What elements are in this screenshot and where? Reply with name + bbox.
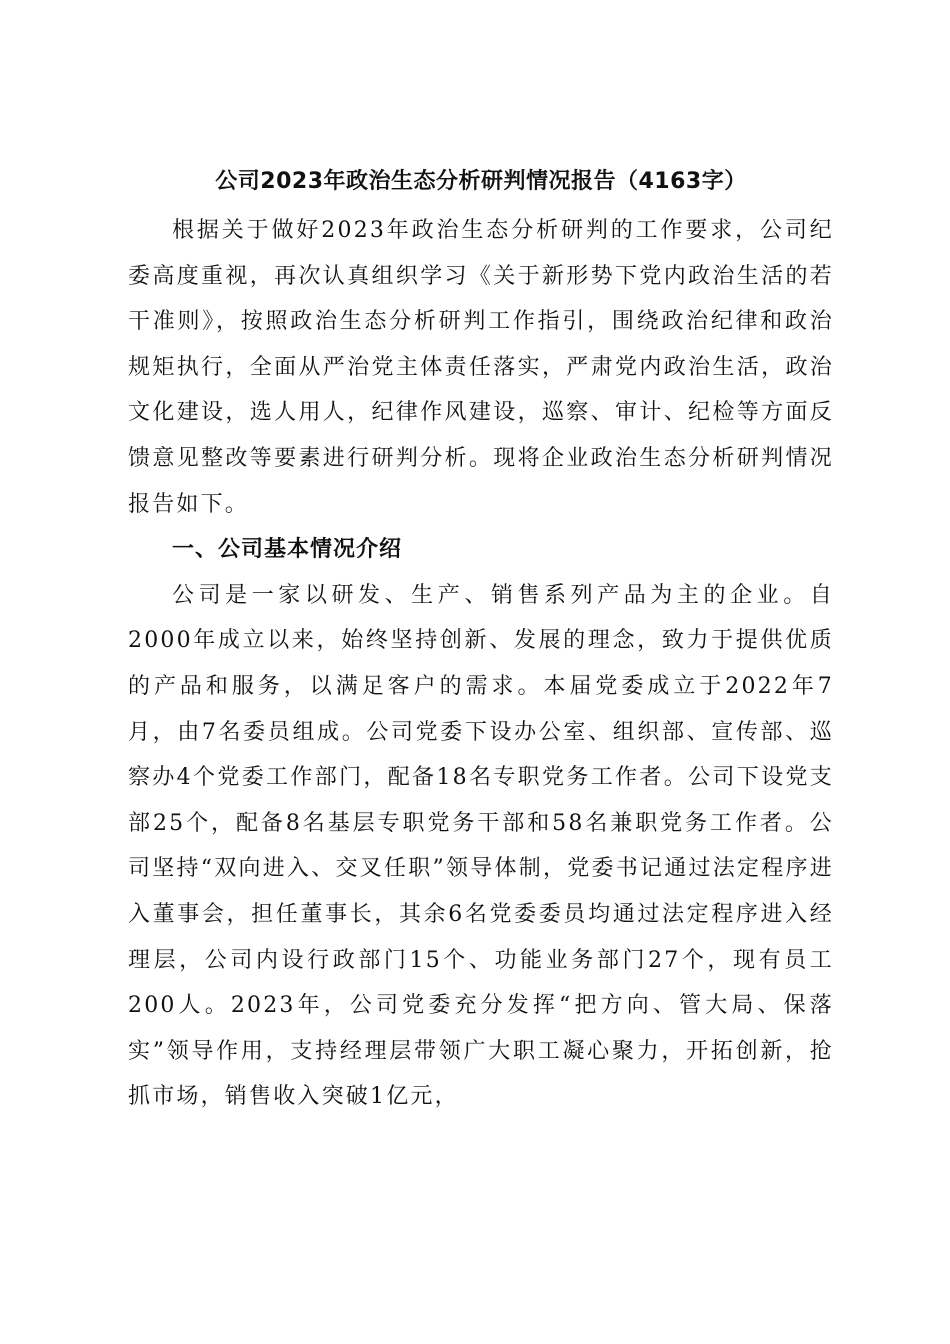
document-body xyxy=(128,166,834,1120)
intro-paragraph: 根据关于做好2023年政治生态分析研判的工作要求，公司纪委高度重视，再次认真组织学习《关于新形势下党内政治生活的若干准则》，按照政治生态分析研判工作指引，围绕政治纪律和政治规矩执行，全面从严治党主体责任落实，严肃党内政治生活，政治文化建设，选人用人，纪律作风建设，巡察、审计、纪检等方面反馈意见整改等要素进行研判分析。现将企业政治生态分析研判情况报告如下。 xyxy=(128,218,834,517)
section-heading: 一、公司基本情况介绍 xyxy=(172,537,403,563)
document-title: 公司2023年政治生态分析研判情况报告（4163字） xyxy=(215,169,747,194)
section-paragraph: 公司是一家以研发、生产、销售系列产品为主的企业。自2000年成立以来，始终坚持创新、发展的理念，致力于提供优质的产品和服务，以满足客户的需求。本届党委成立于2022年7月，由7名委员组成。公司党委下设办公室、组织部、宣传部、巡察办4个党委工作部门，配备18名专职党务工作者。公司下设党支部25个，配备8名基层专职党务干部和58名兼职党务工作者。公司坚持“双向进入、交叉任职”领导体制，党委书记通过法定程序进入董事会，担任董事长，其余6名党委委员均通过法定程序进入经理层，公司内设行政部门15个、功能业务部门27个，现有员工200人。2023年，公司党委充分发挥“把方向、管大局、保落实”领导作用，支持经理层带领广大职工凝心聚力，开拓创新，抢抓市场，销售收入突破1亿元， xyxy=(128,582,834,1110)
